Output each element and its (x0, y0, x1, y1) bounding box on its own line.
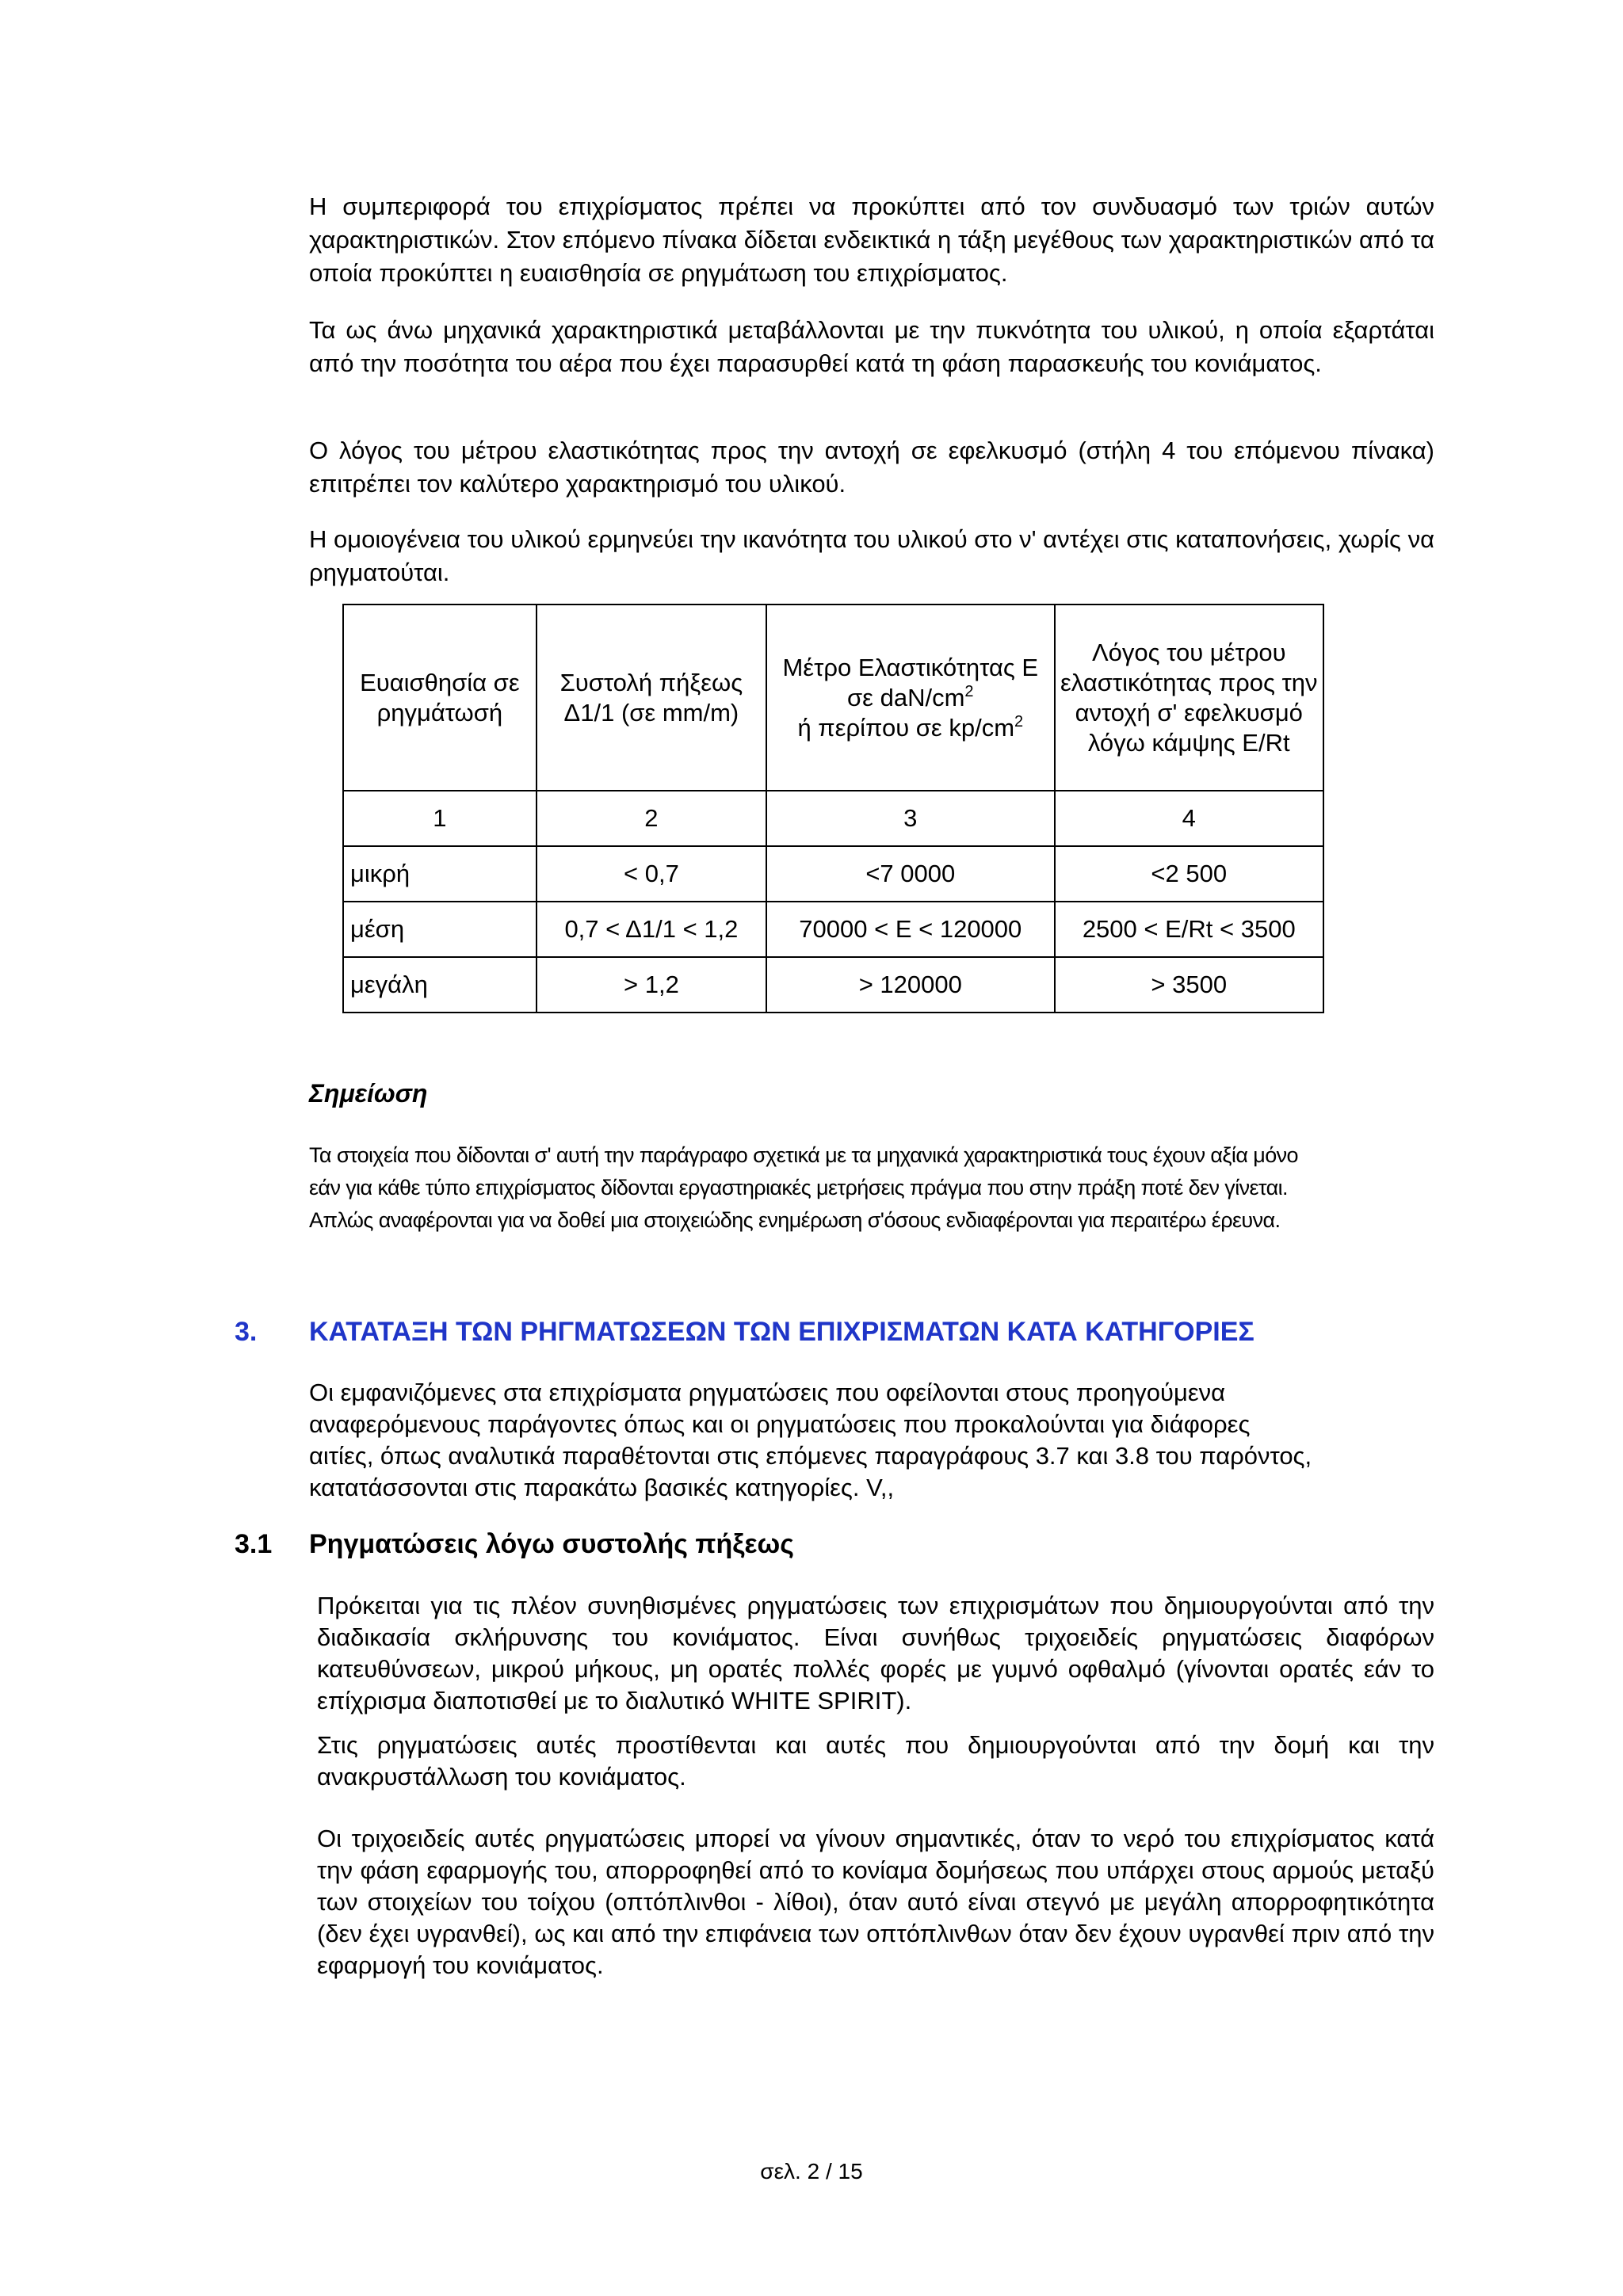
intro-paragraph-3: Ο λόγος του μέτρου ελαστικότητας προς την αντοχή σε εφελκυσμό (στήλη 4 του επόμενου πίνακα) επιτρέπει τον καλύτερο χαρακτηρισμό του υλικού. (309, 437, 1434, 498)
subsection-paragraph-3: Οι τριχοειδείς αυτές ρηγματώσεις μπορεί να γίνουν σημαντικές, όταν το νερό του επιχρίσματος κατά την φάση εφαρμογής του, απορροφηθεί από το κονίαμα δομήσεως που υπάρχει στους αρμούς μεταξύ των στοιχείων του τοίχου (οπτόπλινθοι - λίθοι), όταν αυτό είναι στεγνό με μεγάλη απορροφητικότητα (δεν έχει υγρανθεί), ως και από την επιφάνεια των οπτόπλινθων όταν δεν έχουν υγρανθεί πριν από την εφαρμογή του κονιάματος. (317, 1825, 1434, 1979)
table-cell: μέση (343, 902, 537, 957)
section-line: κατατάσσονται στις παρακάτω βασικές κατηγορίες. V,, (309, 1474, 895, 1501)
section-line: αναφερόμενους παράγοντες όπως και οι ρηγματώσεις που προκαλούνται για διάφορες (309, 1410, 1251, 1438)
table-column-number-row (343, 791, 1323, 846)
table-row (343, 902, 1323, 957)
note-line: Απλώς αναφέρονται για να δοθεί μια στοιχειώδης ενημέρωση σ'όσους ενδιαφέρονται για περαιτέρω έρευνα. (309, 1208, 1281, 1232)
table-cell: 2500 < E/Rt < 3500 (1055, 902, 1324, 957)
subsection-paragraph-1: Πρόκειται για τις πλέον συνηθισμένες ρηγματώσεις των επιχρισμάτων που δημιουργούνται από την διαδικασία σκλήρυνσης του κονιάματος. Είναι συνήθως τριχοειδείς ρηγματώσεις διαφόρων κατευθύνσεων, μικρού μήκους, μη ορατές πολλές φορές με γυμνό οφθαλμό (γίνονται ορατές εάν το επίχρισμα διαποτισθεί με το διαλυτικό WHITE SPIRIT). (317, 1592, 1434, 1714)
table-cell: < 0,7 (537, 846, 766, 902)
intro-paragraph-4: Η ομοιογένεια του υλικού ερμηνεύει την ικανότητα του υλικού στο ν' αντέχει στις καταπονήσεις, χωρίς να ρηγματούται. (309, 525, 1434, 586)
section-number: 3. (235, 1317, 258, 1347)
table-header-cell: Ευαισθησία σε ρηγμάτωσή (343, 605, 537, 791)
table-cell: 0,7 < Δ1/1 < 1,2 (537, 902, 766, 957)
superscript: 2 (1014, 712, 1024, 730)
column-number: 3 (766, 791, 1054, 846)
column-number: 2 (537, 791, 766, 846)
note-text (309, 1139, 1450, 1237)
column-number: 4 (1055, 791, 1324, 846)
sensitivity-table (342, 604, 1324, 1013)
subsection-paragraph-2: Στις ρηγματώσεις αυτές προστίθενται και αυτές που δημιουργούνται από την δομή και την ανακρυστάλλωση του κονιάματος. (317, 1731, 1434, 1791)
superscript: 2 (964, 682, 974, 700)
table-cell: > 3500 (1055, 957, 1324, 1013)
table-header-cell: Συστολή πήξεως Δ1/1 (σε mm/m) (537, 605, 766, 791)
page-footer: σελ. 2 / 15 (760, 2159, 863, 2183)
table-cell: μεγάλη (343, 957, 537, 1013)
intro-paragraph-1: Η συμπεριφορά του επιχρίσματος πρέπει να προκύπτει από τον συνδυασμό των τριών αυτών χαρακτηριστικών. Στον επόμενο πίνακα δίδεται ενδεικτικά η τάξη μεγέθους των χαρακτηριστικών από τα οποία προκύπτει η ευαισθησία σε ρηγμάτωση του επιχρίσματος. (309, 193, 1434, 287)
column-number: 1 (343, 791, 537, 846)
table-header-row (343, 605, 1323, 791)
note-line: Τα στοιχεία που δίδονται σ' αυτή την παράγραφο σχετικά με τα μηχανικά χαρακτηριστικά τους έχουν αξία μόνο (309, 1143, 1298, 1167)
table-header-cell: Λόγος του μέτρου ελαστικότητας προς την αντοχή σ' εφελκυσμό λόγω κάμψης E/Rt (1055, 605, 1324, 791)
table-cell: 70000 < E < 120000 (766, 902, 1054, 957)
table-header-cell (766, 605, 1054, 791)
header-text: Μέτρο Ελαστικότητας Ε σε daN/cm (782, 653, 1039, 711)
subsection-number: 3.1 (235, 1529, 273, 1559)
table-row (343, 846, 1323, 902)
intro-paragraph-2: Τα ως άνω μηχανικά χαρακτηριστικά μεταβάλλονται με την πυκνότητα του υλικού, η οποία εξαρτάται από την ποσότητα του αέρα που έχει παρασυρθεί κατά τη φάση παρασκευής του κονιάματος. (309, 316, 1434, 377)
note-line: εάν για κάθε τύπο επιχρίσματος δίδονται εργαστηριακές μετρήσεις πράγμα που στην πράξη ποτέ δεν γίνεται. (309, 1176, 1288, 1199)
note-title: Σημείωση (309, 1079, 428, 1108)
section-paragraph (309, 1377, 1387, 1504)
table-cell: μικρή (343, 846, 537, 902)
table-row (343, 957, 1323, 1013)
table-cell: <2 500 (1055, 846, 1324, 902)
subsection-title: Ρηγματώσεις λόγω συστολής πήξεως (309, 1529, 794, 1559)
section-line: αιτίες, όπως αναλυτικά παραθέτονται στις επόμενες παραγράφους 3.7 και 3.8 του παρόντος, (309, 1442, 1312, 1470)
table-cell: > 120000 (766, 957, 1054, 1013)
table-cell: <7 0000 (766, 846, 1054, 902)
section-title: ΚΑΤΑΤΑΞΗ ΤΩΝ ΡΗΓΜΑΤΩΣΕΩΝ ΤΩΝ ΕΠΙΧΡΙΣΜΑΤΩΝ ΚΑΤΑ ΚΑΤΗΓΟΡΙΕΣ (309, 1317, 1254, 1347)
header-text: ή περίπου σε kp/cm (797, 713, 1015, 742)
section-line: Οι εμφανιζόμενες στα επιχρίσματα ρηγματώσεις που οφείλονται στους προηγούμενα (309, 1379, 1226, 1406)
table-cell: > 1,2 (537, 957, 766, 1013)
